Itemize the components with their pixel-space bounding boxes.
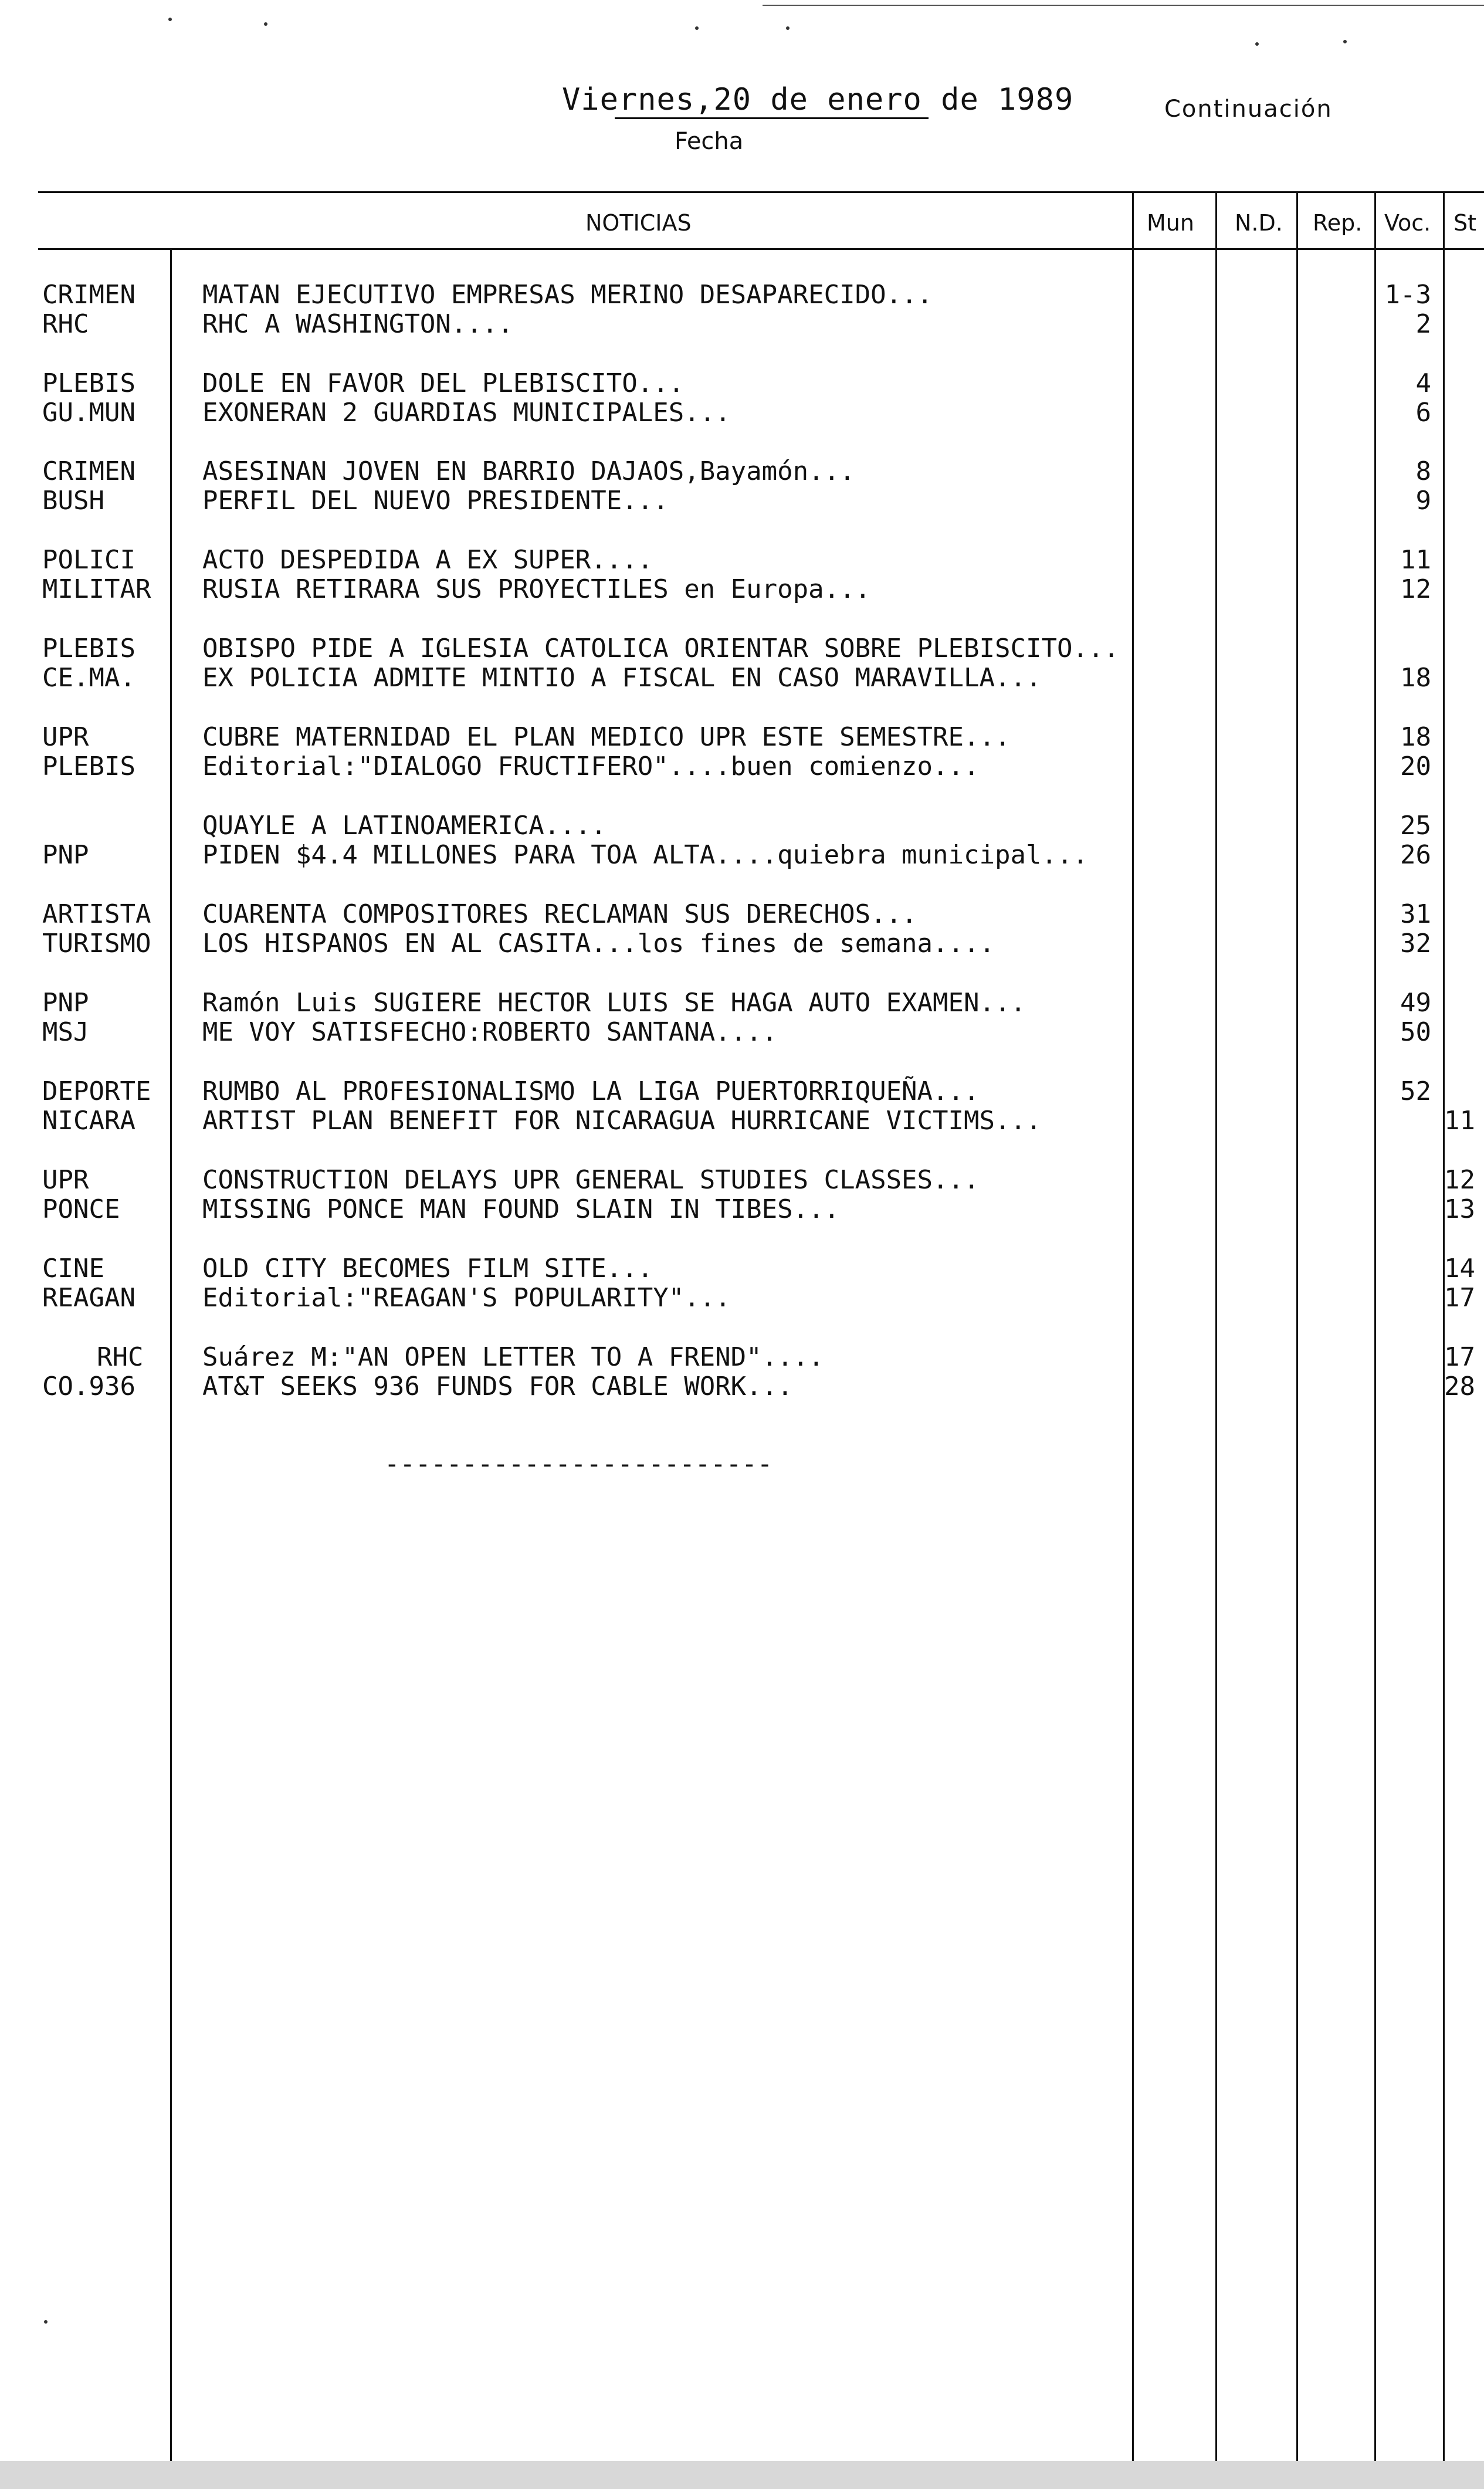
headline-cell: Editorial:"REAGAN'S POPULARITY"... (202, 1283, 731, 1313)
headline-cell: RUMBO AL PROFESIONALISMO LA LIGA PUERTORRIQUEÑA... (202, 1076, 980, 1106)
category-cell: GU.MUN (42, 398, 135, 428)
category-cell: PLEBIS (42, 368, 135, 398)
table-row (0, 398, 1484, 428)
table-row (0, 722, 1484, 753)
column-header-nd: N.D. (1235, 210, 1283, 236)
category-cell: POLICI (42, 545, 135, 575)
date-underline (615, 117, 929, 119)
headline-cell: CUBRE MATERNIDAD EL PLAN MEDICO UPR ESTE SEMESTRE... (202, 722, 1011, 752)
st-cell: 13 (1444, 1194, 1475, 1224)
headline-cell: RHC A WASHINGTON.... (202, 309, 513, 339)
st-cell: 28 (1444, 1372, 1475, 1401)
st-column-left-divider (1443, 191, 1445, 2477)
category-cell: CRIMEN (42, 456, 135, 486)
headline-cell: EXONERAN 2 GUARDIAS MUNICIPALES... (202, 398, 731, 428)
headline-cell: PERFIL DEL NUEVO PRESIDENTE... (202, 486, 669, 516)
headline-cell: ME VOY SATISFECHO:ROBERTO SANTANA.... (202, 1017, 778, 1047)
headline-cell: ACTO DESPEDIDA A EX SUPER.... (202, 545, 653, 575)
table-row (0, 545, 1484, 575)
headline-cell: AT&T SEEKS 936 FUNDS FOR CABLE WORK... (202, 1372, 793, 1401)
headline-cell: DOLE EN FAVOR DEL PLEBISCITO... (202, 368, 685, 398)
scan-speck (1343, 40, 1347, 43)
voc-cell: 50 (1400, 1017, 1431, 1047)
continuation-label: Continuación (1164, 96, 1333, 123)
date-caption: Fecha (675, 128, 744, 155)
table-row (0, 486, 1484, 516)
table-row (0, 1165, 1484, 1196)
voc-cell: 2 (1415, 309, 1431, 339)
voc-cell: 18 (1400, 663, 1431, 693)
voc-cell: 9 (1415, 486, 1431, 516)
scan-speck (695, 26, 699, 30)
table-row (0, 634, 1484, 664)
headline-cell: RUSIA RETIRARA SUS PROYECTILES en Europa... (202, 574, 871, 604)
headline-cell: Suárez M:"AN OPEN LETTER TO A FREND".... (202, 1342, 824, 1372)
voc-cell: 4 (1415, 368, 1431, 398)
category-cell: DEPORTE (42, 1076, 151, 1106)
headline-cell: CUARENTA COMPOSITORES RECLAMAN SUS DERECHOS... (202, 899, 917, 929)
category-cell: CO.936 (42, 1372, 135, 1401)
category-cell: UPR (42, 1165, 89, 1195)
table-row (0, 368, 1484, 399)
voc-cell: 25 (1400, 811, 1431, 841)
voc-column-left-divider (1374, 191, 1376, 2477)
headline-cell: ARTIST PLAN BENEFIT FOR NICARAGUA HURRICANE VICTIMS... (202, 1106, 1042, 1136)
category-cell: PLEBIS (42, 751, 135, 781)
scan-bottom-edge (0, 2461, 1484, 2489)
category-cell: CINE (42, 1254, 104, 1284)
mun-column-left-divider (1132, 191, 1134, 2477)
category-cell: PNP (42, 988, 89, 1018)
nd-column-left-divider (1215, 191, 1217, 2477)
category-cell: PLEBIS (42, 634, 135, 663)
category-cell: PONCE (42, 1194, 120, 1224)
headline-cell: QUAYLE A LATINOAMERICA.... (202, 811, 607, 841)
table-row (0, 1372, 1484, 1402)
category-cell: TURISMO (42, 929, 151, 959)
headline-cell: ASESINAN JOVEN EN BARRIO DAJAOS,Bayamón... (202, 456, 855, 486)
scan-speck (168, 18, 172, 21)
table-row (0, 309, 1484, 340)
scan-speck (786, 26, 790, 30)
table-row (0, 1017, 1484, 1048)
st-cell: 17 (1444, 1283, 1475, 1313)
headline-cell: LOS HISPANOS EN AL CASITA...los fines de semana.... (202, 929, 995, 959)
table-row (0, 1076, 1484, 1107)
voc-cell: 20 (1400, 751, 1431, 781)
category-cell: PNP (42, 840, 89, 870)
headline-cell: Editorial:"DIALOGO FRUCTIFERO"....buen comienzo... (202, 751, 980, 781)
category-cell: MILITAR (42, 574, 151, 604)
category-cell: ARTISTA (42, 899, 151, 929)
voc-cell: 11 (1400, 545, 1431, 575)
voc-cell: 1-3 (1384, 280, 1431, 310)
report-date: Viernes,20 de enero de 1989 (562, 82, 1074, 117)
headline-cell: PIDEN $4.4 MILLONES PARA TOA ALTA....quiebra municipal... (202, 840, 1088, 870)
voc-cell: 12 (1400, 574, 1431, 604)
scan-speck (1255, 42, 1259, 46)
category-cell: REAGAN (42, 1283, 135, 1313)
table-row (0, 1283, 1484, 1313)
scan-speck (44, 2320, 48, 2324)
table-row (0, 663, 1484, 693)
table-row (0, 1106, 1484, 1136)
top-edge-line (763, 5, 1484, 6)
st-cell: 17 (1444, 1342, 1475, 1372)
table-row (0, 751, 1484, 782)
table-row (0, 456, 1484, 487)
table-top-rule (38, 191, 1484, 193)
column-header-mun: Mun (1147, 210, 1194, 236)
category-cell: NICARA (42, 1106, 135, 1136)
table-row (0, 988, 1484, 1018)
headline-cell: MATAN EJECUTIVO EMPRESAS MERINO DESAPARECIDO... (202, 280, 933, 310)
table-row (0, 280, 1484, 310)
category-cell: BUSH (42, 486, 104, 516)
voc-cell: 18 (1400, 722, 1431, 752)
headline-cell: OLD CITY BECOMES FILM SITE... (202, 1254, 653, 1284)
table-row (0, 574, 1484, 605)
voc-cell: 52 (1400, 1076, 1431, 1106)
voc-cell: 31 (1400, 899, 1431, 929)
voc-cell: 6 (1415, 398, 1431, 428)
headline-cell: Ramón Luis SUGIERE HECTOR LUIS SE HAGA AUTO EXAMEN... (202, 988, 1026, 1018)
voc-cell: 49 (1400, 988, 1431, 1018)
scan-speck (264, 22, 267, 26)
table-row (0, 1254, 1484, 1284)
column-header-rep: Rep. (1313, 210, 1363, 236)
headline-cell: MISSING PONCE MAN FOUND SLAIN IN TIBES... (202, 1194, 840, 1224)
rep-column-left-divider (1296, 191, 1298, 2477)
category-cell: RHC (42, 309, 89, 339)
table-row (0, 811, 1484, 841)
column-header-news: NOTICIAS (585, 210, 692, 236)
end-of-list-marker: ------------------------- (384, 1449, 773, 1479)
table-row (0, 929, 1484, 959)
category-cell: CE.MA. (42, 663, 135, 693)
voc-cell: 26 (1400, 840, 1431, 870)
table-row (0, 1342, 1484, 1373)
table-row (0, 1194, 1484, 1225)
headline-cell: OBISPO PIDE A IGLESIA CATOLICA ORIENTAR SOBRE PLEBISCITO... (202, 634, 1119, 663)
category-cell: UPR (42, 722, 89, 752)
category-cell: MSJ (42, 1017, 89, 1047)
st-cell: 12 (1444, 1165, 1475, 1195)
headline-cell: CONSTRUCTION DELAYS UPR GENERAL STUDIES CLASSES... (202, 1165, 980, 1195)
category-cell: CRIMEN (42, 280, 135, 310)
table-row (0, 899, 1484, 930)
category-cell: RHC (97, 1342, 144, 1372)
table-row (0, 840, 1484, 871)
column-header-voc: Voc. (1384, 210, 1431, 236)
st-cell: 11 (1444, 1106, 1475, 1136)
headline-cell: EX POLICIA ADMITE MINTIO A FISCAL EN CASO MARAVILLA... (202, 663, 1042, 693)
column-header-st: St (1453, 210, 1477, 236)
header-bottom-rule (38, 248, 1484, 250)
st-cell: 14 (1444, 1254, 1475, 1284)
voc-cell: 8 (1415, 456, 1431, 486)
voc-cell: 32 (1400, 929, 1431, 959)
